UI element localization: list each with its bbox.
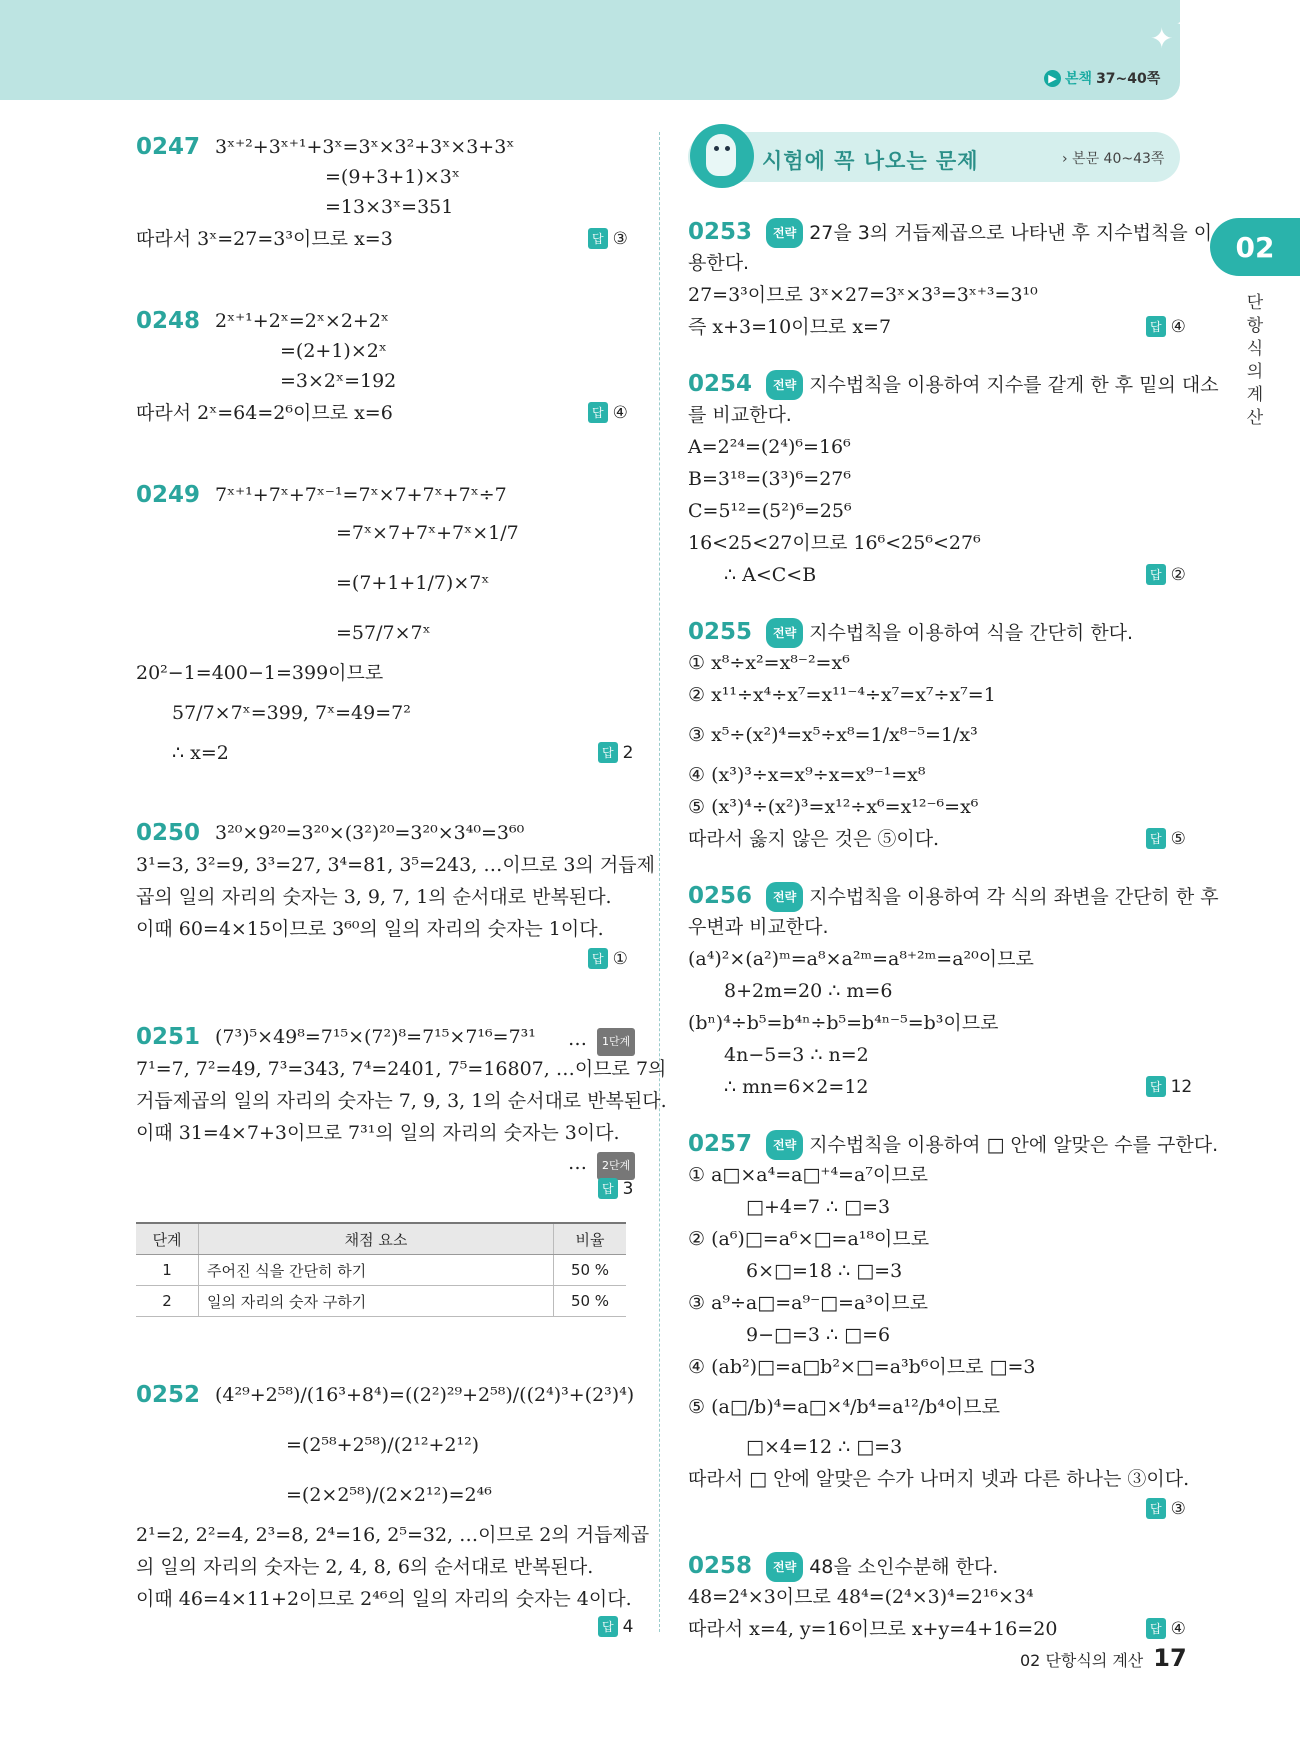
- page-footer: [1020, 1644, 1187, 1672]
- solution-line: 이때 46=4×11+2이므로 2⁴⁶의 일의 자리의 숫자는 4이다.: [136, 1588, 632, 1610]
- answer: [588, 402, 628, 423]
- solution-line: 48=2⁴×3이므로 48⁴=(2⁴×3)⁴=2¹⁶×3⁴: [688, 1586, 1034, 1608]
- problem-number: 0247: [136, 134, 201, 160]
- solution-line: (a⁴)²×(a²)ᵐ=a⁸×a²ᵐ=a⁸⁺²ᵐ=a²⁰이므로: [688, 948, 1034, 970]
- strategy-tag: 전략: [766, 1552, 803, 1582]
- solution-line: 즉 x+3=10이므로 x=7: [688, 316, 892, 338]
- exam-section-title: 시험에 꼭 나오는 문제: [762, 149, 979, 173]
- problem-number: 0256: [688, 883, 753, 909]
- solution-line: ∴ mn=6×2=12: [724, 1076, 869, 1098]
- solution-line: 의 일의 자리의 숫자는 2, 4, 8, 6의 순서대로 반복된다.: [136, 1556, 594, 1578]
- table-row: [136, 1286, 626, 1317]
- footer-chapter: 02 단항식의 계산: [1020, 1651, 1144, 1670]
- problem-number: 0250: [136, 820, 201, 846]
- solution-line: ③ a⁹÷a□=a⁹⁻□=a³이므로: [688, 1292, 928, 1314]
- solution-line: 2¹=2, 2²=4, 2³=8, 2⁴=16, 2⁵=32, …이므로 2의 거듭제곱: [136, 1524, 650, 1546]
- reference-label: 본책: [1065, 71, 1093, 87]
- exam-reference-text: 본문 40~43쪽: [1072, 151, 1165, 167]
- answer: [598, 1178, 633, 1199]
- answer: [598, 1616, 633, 1637]
- answer-value: ③: [612, 228, 628, 249]
- answer: [1146, 316, 1186, 337]
- solution-line: 27=3³이므로 3ˣ×27=3ˣ×3³=3ˣ⁺³=3¹⁰: [688, 284, 1038, 306]
- answer-value: ④: [1170, 1618, 1186, 1639]
- answer-tag: 답: [588, 948, 608, 969]
- solution-line: ② x¹¹÷x⁴÷x⁷=x¹¹⁻⁴÷x⁷=x⁷÷x⁷=1: [688, 684, 996, 706]
- top-band: [0, 0, 1180, 100]
- solution-line: ∴ A<C<B: [724, 564, 817, 586]
- table-row: [136, 1255, 626, 1286]
- cell: 50 %: [554, 1286, 627, 1317]
- cell: 일의 자리의 숫자 구하기: [199, 1286, 554, 1317]
- answer: [1146, 1618, 1186, 1639]
- solution-line: 를 비교한다.: [688, 404, 792, 426]
- answer-value: ①: [612, 948, 628, 969]
- col-header: 채점 요소: [199, 1223, 554, 1255]
- answer: [588, 948, 628, 969]
- answer: [1146, 1498, 1186, 1519]
- page-number: 17: [1153, 1644, 1187, 1672]
- cell: 주어진 식을 간단히 하기: [199, 1255, 554, 1286]
- solution-line: [688, 218, 1212, 248]
- answer: [1146, 564, 1186, 585]
- mascot-icon: [690, 124, 754, 188]
- arrow-right-icon: ▶: [1044, 70, 1061, 87]
- answer-tag: 답: [588, 402, 608, 423]
- sparkle-icon: ✦: [1176, 14, 1190, 33]
- solution-line: ① a□×a⁴=a□⁺⁴=a⁷이므로: [688, 1164, 928, 1186]
- solution-line: 이때 60=4×15이므로 3⁶⁰의 일의 자리의 숫자는 1이다.: [136, 918, 604, 940]
- solution-line: ⑤ (x³)⁴÷(x²)³=x¹²÷x⁶=x¹²⁻⁶=x⁶: [688, 796, 979, 818]
- exam-section-reference: › 본문 40~43쪽: [1062, 151, 1165, 167]
- solution-line: 7ˣ⁺¹+7ˣ+7ˣ⁻¹=7ˣ×7+7ˣ+7ˣ÷7: [215, 484, 507, 506]
- solution-line: =(7+1+1/7)×7ˣ: [336, 572, 490, 594]
- answer-tag: 답: [588, 228, 608, 249]
- answer: [1146, 828, 1186, 849]
- step-marker: … 1단계: [568, 1026, 635, 1056]
- solution-line: =(2⁵⁸+2⁵⁸)/(2¹²+2¹²): [286, 1434, 480, 1456]
- solution-line: C=5¹²=(5²)⁶=25⁶: [688, 500, 852, 522]
- solution-line: [688, 1552, 998, 1582]
- strategy-tag: 전략: [766, 882, 803, 912]
- step-badge: 1단계: [597, 1028, 635, 1056]
- strategy-text: 지수법칙을 이용하여 지수를 같게 한 후 밑의 대소: [809, 374, 1219, 396]
- answer-tag: 답: [1146, 564, 1166, 585]
- solution-line: 따라서 2ˣ=64=2⁶이므로 x=6: [136, 402, 393, 424]
- solution-line: =57/7×7ˣ: [336, 622, 431, 644]
- strategy-text: 지수법칙을 이용하여 식을 간단히 한다.: [809, 622, 1134, 644]
- solution-line: ④ (ab²)□=a□b²×□=a³b⁶이므로 □=3: [688, 1356, 1036, 1378]
- answer: [598, 742, 633, 763]
- solution-line: 20²−1=400−1=399이므로: [136, 662, 384, 684]
- solution-line: 6×□=18 ∴ □=3: [746, 1260, 903, 1282]
- cell: 50 %: [554, 1255, 627, 1286]
- answer-value: 3: [622, 1178, 634, 1199]
- solution-line: (bⁿ)⁴÷b⁵=b⁴ⁿ÷b⁵=b⁴ⁿ⁻⁵=b³이므로: [688, 1012, 999, 1034]
- solution-line: =(2×2⁵⁸)/(2×2¹²)=2⁴⁶: [286, 1484, 492, 1506]
- answer-tag: 답: [1146, 828, 1166, 849]
- problem-number: 0258: [688, 1553, 753, 1579]
- reference-pages: 37~40쪽: [1096, 71, 1161, 87]
- answer-value: 12: [1170, 1076, 1193, 1097]
- col-header: 비율: [554, 1223, 627, 1255]
- cell: 2: [136, 1286, 199, 1317]
- solution-line: ③ x⁵÷(x²)⁴=x⁵÷x⁸=1/x⁸⁻⁵=1/x³: [688, 724, 978, 746]
- step-marker: … 2단계: [568, 1150, 635, 1180]
- cell: 1: [136, 1255, 199, 1286]
- solution-line: □+4=7 ∴ □=3: [746, 1196, 891, 1218]
- problem-number: 0255: [688, 619, 753, 645]
- solution-line: 16<25<27이므로 16⁶<25⁶<27⁶: [688, 532, 981, 554]
- answer-tag: 답: [598, 1616, 618, 1637]
- sparkle-icon: ✦: [1150, 22, 1174, 55]
- answer-value: 2: [622, 742, 634, 763]
- solution-line: 57/7×7ˣ=399, 7ˣ=49=7²: [172, 702, 411, 724]
- answer-tag: 답: [1146, 1498, 1166, 1519]
- problem-number: 0252: [136, 1382, 201, 1408]
- problem-number: 0248: [136, 308, 201, 334]
- solution-line: 9−□=3 ∴ □=6: [746, 1324, 891, 1346]
- strategy-tag: 전략: [766, 618, 803, 648]
- answer: [1146, 1076, 1192, 1097]
- solution-line: =7ˣ×7+7ˣ+7ˣ×1/7: [336, 522, 519, 544]
- solution-line: □×4=12 ∴ □=3: [746, 1436, 903, 1458]
- answer-tag: 답: [598, 742, 618, 763]
- solution-line: [688, 1130, 1218, 1160]
- answer-tag: 답: [1146, 1618, 1166, 1639]
- answer-value: ③: [1170, 1498, 1186, 1519]
- answer-tag: 답: [598, 1178, 618, 1199]
- solution-line: ∴ x=2: [172, 742, 229, 764]
- answer-tag: 답: [1146, 316, 1166, 337]
- answer-value: ②: [1170, 564, 1186, 585]
- strategy-tag: 전략: [766, 218, 803, 248]
- solution-line: 따라서 3ˣ=27=3³이므로 x=3: [136, 228, 393, 250]
- solution-line: =3×2ˣ=192: [280, 370, 397, 392]
- solution-line: 따라서 옳지 않은 것은 ⑤이다.: [688, 828, 940, 850]
- answer-value: ④: [1170, 316, 1186, 337]
- strategy-text: 지수법칙을 이용하여 □ 안에 알맞은 수를 구한다.: [809, 1134, 1219, 1156]
- step-badge: 2단계: [597, 1152, 635, 1180]
- solution-line: 따라서 □ 안에 알맞은 수가 나머지 넷과 다른 하나는 ③이다.: [688, 1468, 1190, 1490]
- scoring-table-header: [136, 1223, 626, 1255]
- solution-line: [688, 370, 1219, 400]
- scoring-table: [136, 1222, 626, 1317]
- solution-line: ④ (x³)³÷x=x⁹÷x=x⁹⁻¹=x⁸: [688, 764, 926, 786]
- solution-line: 8+2m=20 ∴ m=6: [724, 980, 893, 1002]
- problem-number: 0257: [688, 1131, 753, 1157]
- problem-number: 0254: [688, 371, 753, 397]
- chapter-tab: 02: [1210, 218, 1300, 276]
- solution-line: =(9+3+1)×3ˣ: [325, 166, 460, 188]
- answer-value: ⑤: [1170, 828, 1186, 849]
- solution-line: (7³)⁵×49⁸=7¹⁵×(7²)⁸=7¹⁵×7¹⁶=7³¹: [215, 1026, 536, 1048]
- solution-line: ② (a⁶)□=a⁶×□=a¹⁸이므로: [688, 1228, 930, 1250]
- solution-line: 4n−5=3 ∴ n=2: [724, 1044, 869, 1066]
- solution-line: 3¹=3, 3²=9, 3³=27, 3⁴=81, 3⁵=243, …이므로 3의 거듭제: [136, 854, 655, 876]
- solution-line: [688, 618, 1133, 648]
- solution-line: 7¹=7, 7²=49, 7³=343, 7⁴=2401, 7⁵=16807, …이므로 7의: [136, 1058, 667, 1080]
- strategy-text: 지수법칙을 이용하여 각 식의 좌변을 간단히 한 후: [809, 886, 1219, 908]
- solution-line: B=3¹⁸=(3³)⁶=27⁶: [688, 468, 851, 490]
- solution-line: (4²⁹+2⁵⁸)/(16³+8⁴)=((2²)²⁹+2⁵⁸)/((2⁴)³+(2³)⁴): [215, 1384, 635, 1406]
- solution-line: [688, 882, 1219, 912]
- answer: [588, 228, 628, 249]
- solution-line: =13×3ˣ=351: [325, 196, 454, 218]
- solution-line: 용한다.: [688, 252, 750, 274]
- solution-line: 우변과 비교한다.: [688, 916, 829, 938]
- solution-line: 따라서 x=4, y=16이므로 x+y=4+16=20: [688, 1618, 1058, 1640]
- problem-number: 0251: [136, 1024, 201, 1050]
- col-header: 단계: [136, 1223, 199, 1255]
- column-divider: [659, 132, 660, 1632]
- problem-number: 0249: [136, 482, 201, 508]
- problem-number: 0253: [688, 219, 753, 245]
- solution-line: 2ˣ⁺¹+2ˣ=2ˣ×2+2ˣ: [215, 310, 389, 332]
- solution-line: 곱의 일의 자리의 숫자는 3, 9, 7, 1의 순서대로 반복된다.: [136, 886, 612, 908]
- strategy-text: 27을 3의 거듭제곱으로 나타낸 후 지수법칙을 이: [809, 222, 1213, 244]
- textbook-reference: [1044, 68, 1160, 88]
- solution-line: A=2²⁴=(2⁴)⁶=16⁶: [688, 436, 851, 458]
- answer-value: 4: [622, 1616, 634, 1637]
- strategy-tag: 전략: [766, 1130, 803, 1160]
- solution-line: 3ˣ⁺²+3ˣ⁺¹+3ˣ=3ˣ×3²+3ˣ×3+3ˣ: [215, 136, 515, 158]
- answer-tag: 답: [1146, 1076, 1166, 1097]
- solution-line: ① x⁸÷x²=x⁸⁻²=x⁶: [688, 652, 850, 674]
- solution-line: 3²⁰×9²⁰=3²⁰×(3²)²⁰=3²⁰×3⁴⁰=3⁶⁰: [215, 822, 525, 844]
- solution-line: =(2+1)×2ˣ: [280, 340, 387, 362]
- strategy-tag: 전략: [766, 370, 803, 400]
- solution-line: 거듭제곱의 일의 자리의 숫자는 7, 9, 3, 1의 순서대로 반복된다.: [136, 1090, 667, 1112]
- solution-line: ⑤ (a□/b)⁴=a□×⁴/b⁴=a¹²/b⁴이므로: [688, 1396, 1000, 1418]
- strategy-text: 48을 소인수분해 한다.: [809, 1556, 999, 1578]
- solution-line: 이때 31=4×7+3이므로 7³¹의 일의 자리의 숫자는 3이다.: [136, 1122, 620, 1144]
- answer-value: ④: [612, 402, 628, 423]
- chapter-side-title: 단항식의 계산: [1246, 293, 1264, 428]
